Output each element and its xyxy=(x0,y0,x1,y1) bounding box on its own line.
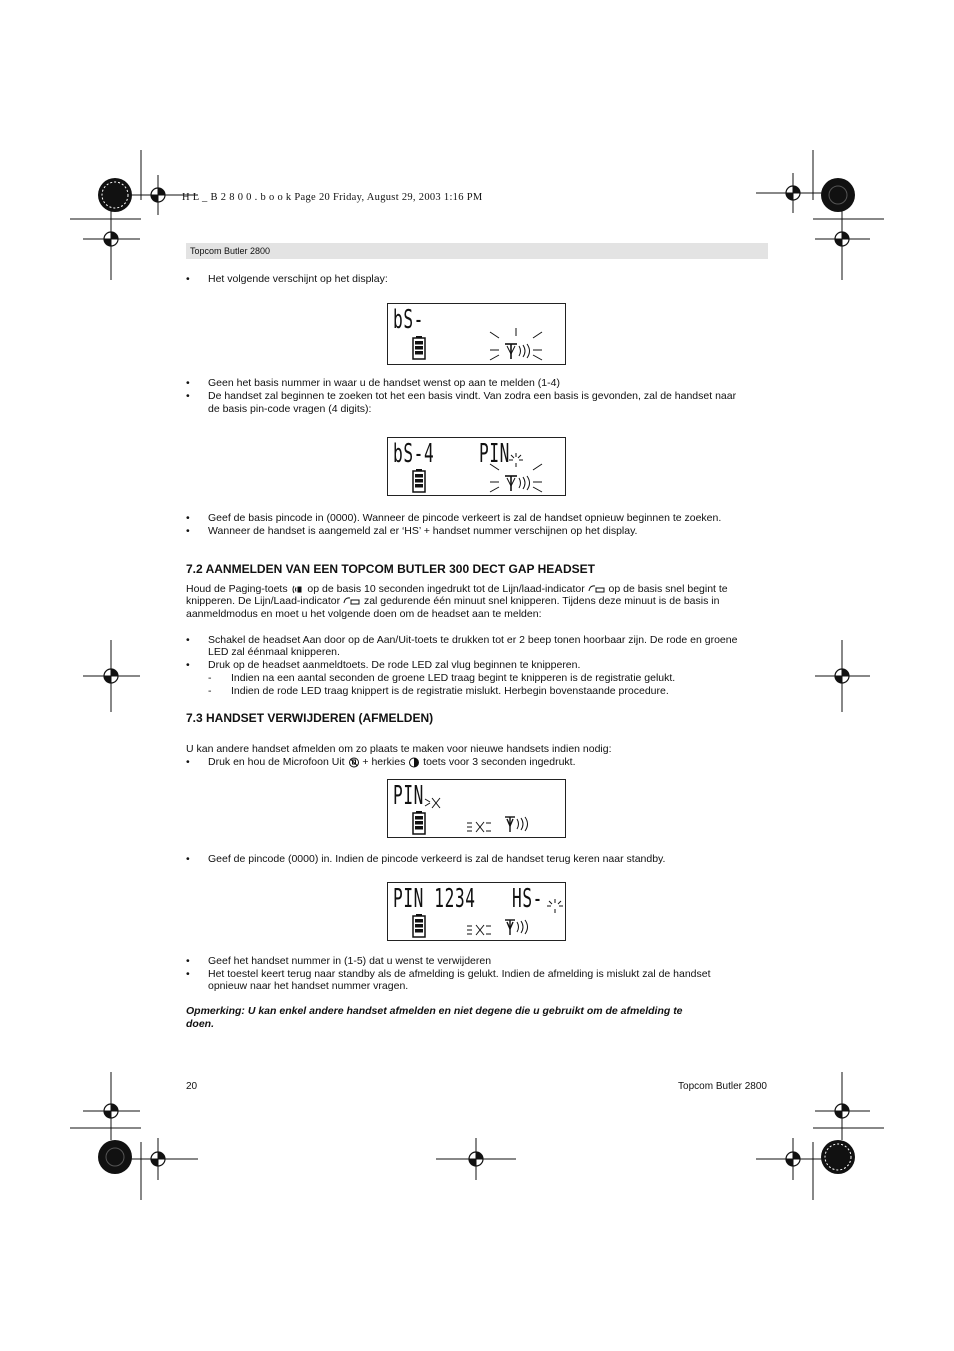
blink-indicator-icon xyxy=(466,923,492,937)
text-run: Houd de Paging-toets xyxy=(186,583,288,595)
bullet-marker: • xyxy=(186,659,190,671)
antenna-signal-icon xyxy=(502,814,532,834)
list-item: De handset zal beginnen te zoeken tot het een basis vindt. Van zodra een basis is gevonden, zal de handset naar xyxy=(208,390,737,402)
cursor-blink-icon xyxy=(424,795,444,811)
bullet-marker: • xyxy=(186,756,190,768)
section-heading-7-2: 7.2 AANMELDEN VAN EEN TOPCOM BUTLER 300 DECT GAP HEADSET xyxy=(186,562,595,576)
lcd-text-hs: HS- xyxy=(512,884,543,914)
running-header: Topcom Butler 2800 xyxy=(186,243,768,259)
text-run: knipperen. De Lijn/Laad-indicator xyxy=(186,595,341,607)
sub-list-item: Indien de rode LED traag knippert is de registratie mislukt. Herbegin bovenstaande procedure. xyxy=(231,685,669,697)
print-slug: H L _ B 2 8 0 0 . b o o k Page 20 Friday, August 29, 2003 1:16 PM xyxy=(182,192,483,203)
list-item: Druk op de headset aanmeldtoets. De rode LED zal vlug beginnen te knipperen. xyxy=(208,659,581,671)
bullet-marker: • xyxy=(186,377,190,389)
paragraph-line xyxy=(186,583,728,596)
microphone-mute-icon xyxy=(348,757,360,768)
dash-marker: - xyxy=(208,685,212,697)
bullet-marker: • xyxy=(186,968,190,980)
list-item: Wanneer de handset is aangemeld zal er ‘HS’ + handset nummer verschijnen op het display. xyxy=(208,525,638,537)
note-line: Opmerking: U kan enkel andere handset afmelden en niet degene die u gebruikt om de afmelding te xyxy=(186,1005,683,1017)
bullet-marker: • xyxy=(186,853,190,865)
text-run: op de basis 10 seconden ingedrukt tot de Lijn/laad-indicator xyxy=(307,583,585,595)
lcd-text: bS- xyxy=(393,305,424,335)
page-number: 20 xyxy=(186,1081,198,1092)
list-item: Geef de basis pincode in (0000). Wanneer de pincode verkeert is zal de handset opnieuw beginnen te zoeken. xyxy=(208,512,722,524)
text-run: zal gedurende één minuut snel knipperen. Tijdens deze minuut is de basis in xyxy=(363,595,720,607)
battery-icon xyxy=(412,914,426,938)
list-item: Geef het handset nummer in (1-5) dat u wenst te verwijderen xyxy=(208,955,492,967)
antenna-signal-blinking-icon xyxy=(486,458,546,494)
list-item: Het toestel keert terug naar standby als de afmelding is gelukt. Indien de afmelding is mislukt zal de handset xyxy=(208,968,711,980)
redial-icon xyxy=(408,757,420,768)
antenna-signal-icon xyxy=(502,917,532,937)
lcd-display-3 xyxy=(387,779,566,838)
text-run: + herkies xyxy=(362,756,406,768)
list-item: Schakel de headset Aan door op de Aan/Uit-toets te drukken tot er 2 beep tonen hoorbaar zijn. De rode en groene xyxy=(208,634,738,646)
list-item-continuation: LED zal éénmaal knipperen. xyxy=(208,646,340,658)
bullet-marker: • xyxy=(186,390,190,402)
line-charge-indicator-icon xyxy=(588,584,606,594)
text-run: op de basis snel begint te xyxy=(608,583,728,595)
sub-list-item: Indien na een aantal seconden de groene LED traag begint te knipperen is de registratie gelukt. xyxy=(231,672,676,684)
dash-marker: - xyxy=(208,672,212,684)
blink-indicator-icon xyxy=(466,820,492,834)
battery-icon xyxy=(412,336,426,360)
bullet-marker: • xyxy=(186,525,190,537)
section-heading-7-3: 7.3 HANDSET VERWIJDEREN (AFMELDEN) xyxy=(186,711,434,725)
bullet-marker: • xyxy=(186,512,190,524)
lcd-display-1 xyxy=(387,303,566,365)
paragraph-line xyxy=(186,595,719,608)
line-charge-indicator-icon xyxy=(343,596,361,606)
antenna-signal-blinking-icon xyxy=(486,326,546,362)
text-run: Druk en hou de Microfoon Uit xyxy=(208,756,345,768)
list-item xyxy=(208,756,774,769)
battery-icon xyxy=(412,469,426,493)
note-line: doen. xyxy=(186,1018,214,1030)
list-item: Geen het basis nummer in waar u de handset wenst op aan te melden (1-4) xyxy=(208,377,560,389)
paragraph-line: aanmeldmodus en moet u het volgende doen om de headset aan te melden: xyxy=(186,608,542,620)
cursor-blink-icon xyxy=(546,898,564,914)
list-item: Geef de pincode (0000) in. Indien de pincode verkeerd is zal de handset terug keren naar standby. xyxy=(208,853,666,865)
list-item: Het volgende verschijnt op het display: xyxy=(208,273,388,285)
lcd-display-2 xyxy=(387,437,566,496)
lcd-text: PIN 1234 xyxy=(393,884,476,914)
list-item-continuation: de basis pin-code vragen (4 digits): xyxy=(208,403,372,415)
text-run: toets voor 3 seconden ingedrukt. xyxy=(423,756,576,768)
paragraph-line: U kan andere handset afmelden om zo plaats te maken voor nieuwe handsets indien nodig: xyxy=(186,743,612,755)
lcd-text-pin: PIN xyxy=(479,439,510,469)
bullet-marker: • xyxy=(186,955,190,967)
lcd-text: PIN xyxy=(393,781,424,811)
bullet-marker: • xyxy=(186,273,190,285)
lcd-display-4 xyxy=(387,882,566,941)
paging-icon xyxy=(291,584,305,595)
bullet-marker: • xyxy=(186,634,190,646)
footer-title: Topcom Butler 2800 xyxy=(678,1081,767,1092)
battery-icon xyxy=(412,811,426,835)
list-item-continuation: opnieuw naar het handset nummer vragen. xyxy=(208,980,409,992)
lcd-text: bS-4 xyxy=(393,439,435,469)
